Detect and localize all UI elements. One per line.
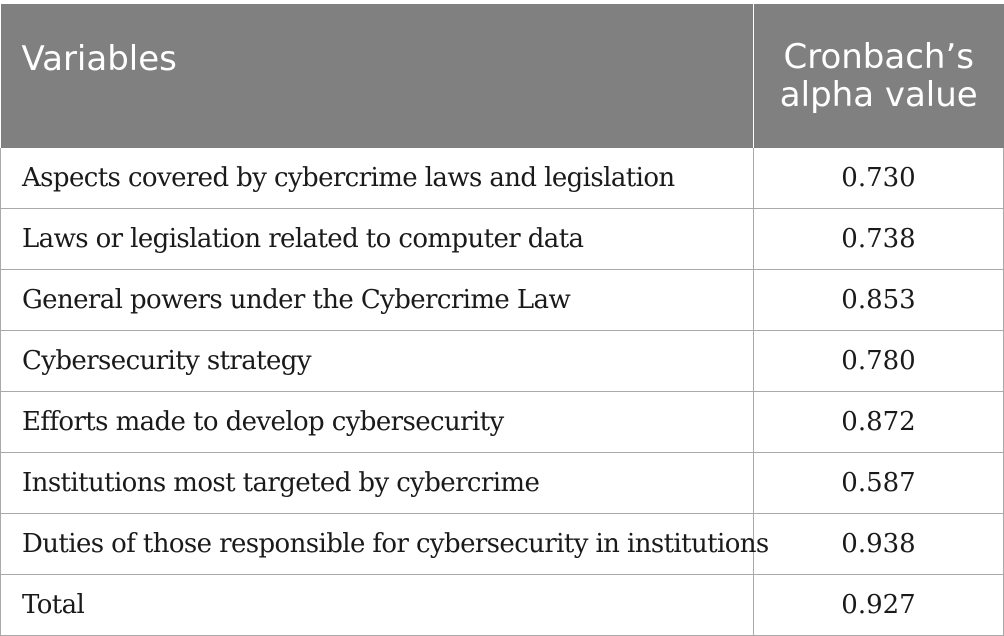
reliability-table [0, 4, 1004, 636]
column-header-variables: Variables [1, 4, 754, 148]
table-header-row [1, 4, 1004, 148]
table-row [1, 331, 1004, 392]
table-row-total [1, 575, 1004, 636]
alpha-value-cell: 0.927 [754, 575, 1004, 636]
alpha-value-cell: 0.587 [754, 453, 1004, 514]
table-row [1, 392, 1004, 453]
variable-cell: Efforts made to develop cybersecurity [1, 392, 754, 453]
variable-cell: Institutions most targeted by cybercrime [1, 453, 754, 514]
alpha-value-cell: 0.872 [754, 392, 1004, 453]
alpha-value-cell: 0.938 [754, 514, 1004, 575]
table-row [1, 148, 1004, 209]
alpha-value-cell: 0.738 [754, 209, 1004, 270]
column-header-cronbach-alpha: Cronbach’s alpha value [754, 4, 1004, 148]
alpha-value-cell: 0.730 [754, 148, 1004, 209]
variable-cell: Aspects covered by cybercrime laws and legislation [1, 148, 754, 209]
table-row [1, 209, 1004, 270]
table-row [1, 270, 1004, 331]
table-row [1, 453, 1004, 514]
variable-cell: General powers under the Cybercrime Law [1, 270, 754, 331]
variable-cell: Laws or legislation related to computer data [1, 209, 754, 270]
variable-cell: Cybersecurity strategy [1, 331, 754, 392]
alpha-value-cell: 0.780 [754, 331, 1004, 392]
variable-cell: Total [1, 575, 754, 636]
alpha-value-cell: 0.853 [754, 270, 1004, 331]
table-row [1, 514, 1004, 575]
variable-cell: Duties of those responsible for cybersecurity in institutions [1, 514, 754, 575]
